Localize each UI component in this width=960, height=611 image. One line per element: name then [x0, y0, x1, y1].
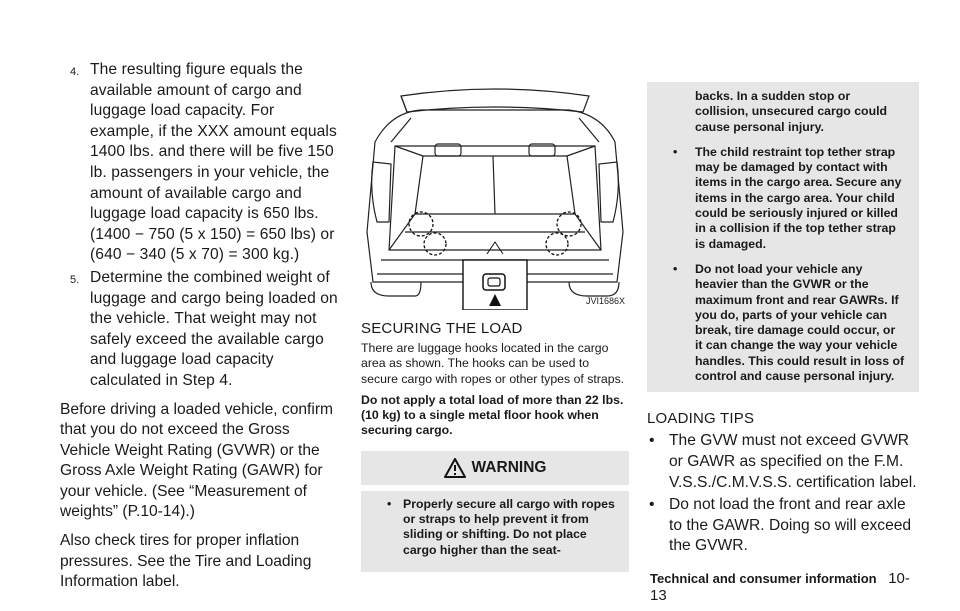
step-4 [60, 60, 342, 266]
warning-bullet [661, 262, 905, 384]
loading-tip-text: The GVW must not exceed GVWR or GAWR as specified on the F.M. V.S.S./C.M.V.S.S. certification label. [669, 432, 917, 491]
warning-bullet [661, 145, 905, 252]
securing-load-body: There are luggage hooks located in the cargo area as shown. The hooks can be used to secure cargo with ropes or other types of straps. [361, 341, 625, 386]
paragraph-gvwr: Before driving a loaded vehicle, confirm that you do not exceed the Gross Vehicle Weight Rating (GVWR) or the Gross Axle Weight Rating (GAWR) for your vehicle. (See “Measurement of weights” (P.10-14).) [60, 400, 334, 521]
cargo-area-illustration [361, 82, 629, 310]
page-number: 10-13 [650, 570, 910, 604]
warning-title: WARNING [471, 458, 547, 476]
step-number: 5. [70, 273, 80, 286]
page-footer [650, 570, 922, 604]
loading-tip [647, 431, 919, 493]
bullet-dot: • [673, 261, 678, 276]
middle-column [361, 82, 629, 572]
loading-tip-text: Do not load the front and rear axle to the GAWR. Doing so will exceed the GVWR. [669, 496, 912, 555]
warning-box-continued [647, 82, 919, 392]
bullet-dot: • [649, 496, 655, 514]
warning-box [361, 491, 629, 572]
warning-bullet-text: The child restraint top tether strap may be damaged by contact with items in the cargo area. Secure any items in the cargo area. Your child could be seriously injured or killed in a collision if the top tether strap is damaged. [695, 144, 902, 251]
warning-triangle-icon [444, 458, 466, 478]
step-text: Determine the combined weight of luggage and cargo being loaded on the vehicle. That weight may not safely exceed the available cargo and luggage load capacity calculated in Step 4. [90, 268, 338, 389]
warning-bullet-text: backs. In a sudden stop or collision, unsecured cargo could cause personal injury. [695, 89, 888, 134]
warning-bullet [375, 497, 615, 558]
paragraph-tires: Also check tires for proper inflation pressures. See the Tire and Loading Information label. [60, 532, 312, 591]
left-column [60, 60, 342, 593]
section-title-loading-tips: LOADING TIPS [647, 410, 755, 428]
bullet-dot: • [673, 144, 678, 159]
bullet-dot: • [649, 432, 655, 450]
warning-bullet-text: Do not load your vehicle any heavier than the GVWR or the maximum front and rear GAWRs. If you do, parts of your vehicle can break, tire damage could occur, or it can change the way your vehicle handles. This could result in loss of control and cause personal injury. [695, 261, 905, 384]
section-title-securing-load: SECURING THE LOAD [361, 320, 523, 337]
bullet-dot: • [387, 496, 392, 511]
floor-hook-load-note: Do not apply a total load of more than 22 lbs. (10 kg) to a single metal floor hook when securing cargo. [361, 392, 624, 438]
step-5 [60, 268, 342, 392]
figure-label: JVI1686X [585, 296, 625, 306]
cargo-hook-figure [361, 82, 629, 310]
step-text: The resulting figure equals the available amount of cargo and luggage load capacity. For example, if the XXX amount equals 1400 lbs. and there will be five 150 lb. passengers in your vehicle, the amount of available cargo and luggage load capacity is 650 lbs. (1400 − 750 (5 x 150) = 650 lbs) or (640 − 340 (5 x 70) = 300 kg.) [90, 61, 337, 264]
right-column [647, 82, 919, 559]
warning-bullet-continued [661, 89, 905, 135]
loading-tip [647, 495, 919, 557]
step-number: 4. [70, 66, 80, 78]
footer-section-title: Technical and consumer information [650, 571, 877, 586]
warning-bullet-text: Properly secure all cargo with ropes or straps to help prevent it from sliding or shifting. Do not place cargo higher than the seat- [403, 496, 615, 557]
warning-header [361, 451, 629, 485]
